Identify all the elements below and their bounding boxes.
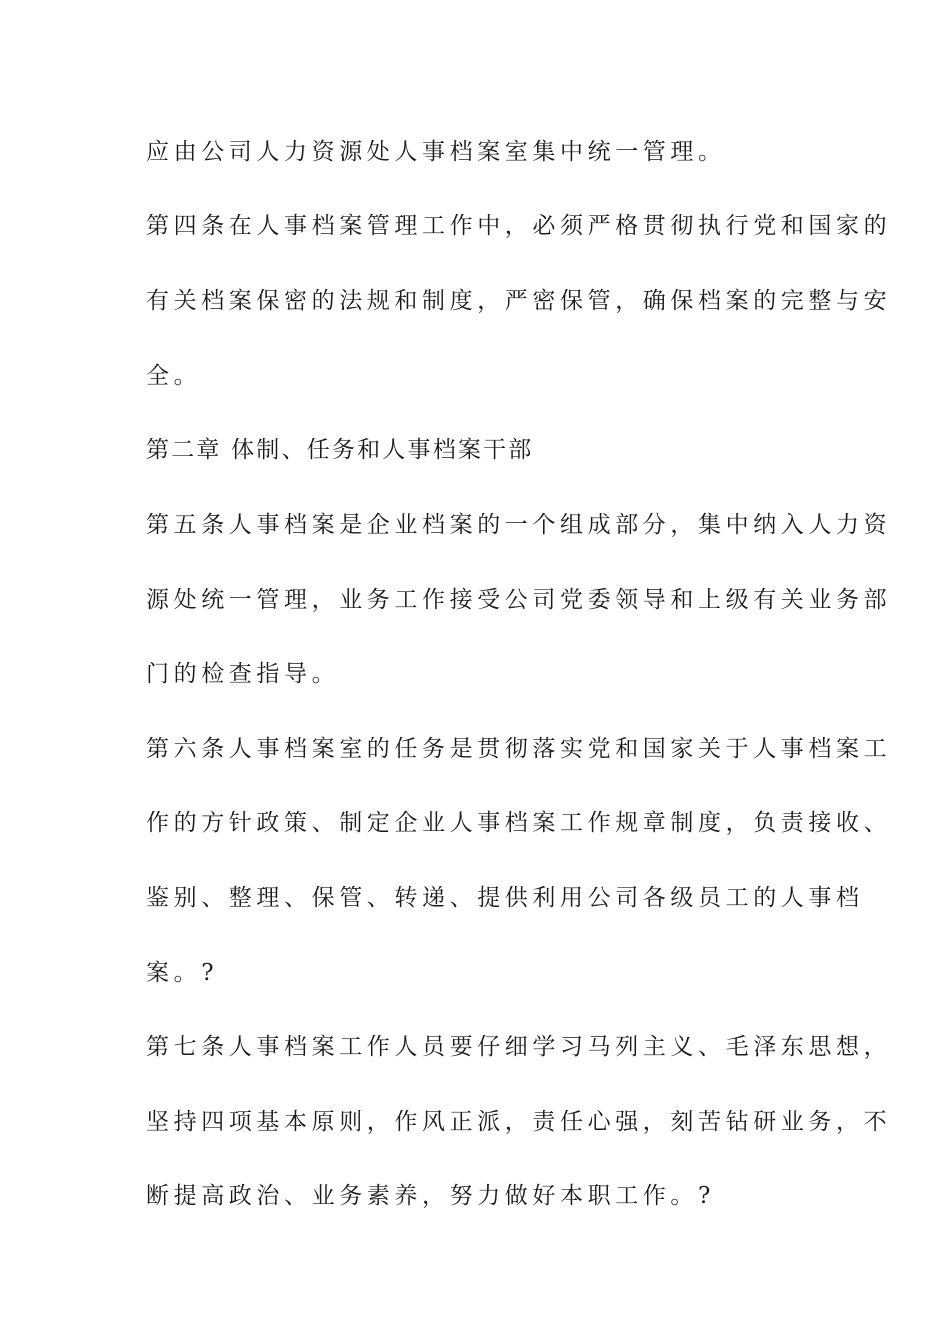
- text-line: 应由公司人力资源处人事档案室集中统一管理。: [146, 139, 726, 165]
- text-line: 第六条人事档案室的任务是贯彻落实党和国家关于人事档案工: [146, 736, 892, 762]
- text-line: 全。: [146, 363, 202, 389]
- text-line: 第五条人事档案是企业档案的一个组成部分，集中纳入人力资: [146, 512, 892, 538]
- text-line: 第七条人事档案工作人员要仔细学习马列主义、毛泽东思想，: [146, 1034, 892, 1060]
- chapter-heading: 第二章 体制、任务和人事档案干部: [146, 437, 534, 463]
- text-line: 鉴别、整理、保管、转递、提供利用公司各级员工的人事档: [146, 885, 864, 911]
- text-line: 第四条在人事档案管理工作中，必须严格贯彻执行党和国家的: [146, 213, 892, 239]
- text-line: 有关档案保密的法规和制度，严密保管，确保档案的完整与安: [146, 288, 892, 314]
- text-line: 坚持四项基本原则，作风正派，责任心强，刻苦钻研业务，不: [146, 1109, 892, 1135]
- text-line: 作的方针政策、制定企业人事档案工作规章制度，负责接收、: [146, 810, 892, 836]
- text-line: 源处统一管理，业务工作接受公司党委领导和上级有关业务部: [146, 587, 892, 613]
- text-line: 案。?: [146, 960, 219, 986]
- text-line: 断提高政治、业务素养，努力做好本职工作。?: [146, 1183, 715, 1209]
- text-line: 门的检查指导。: [146, 661, 340, 687]
